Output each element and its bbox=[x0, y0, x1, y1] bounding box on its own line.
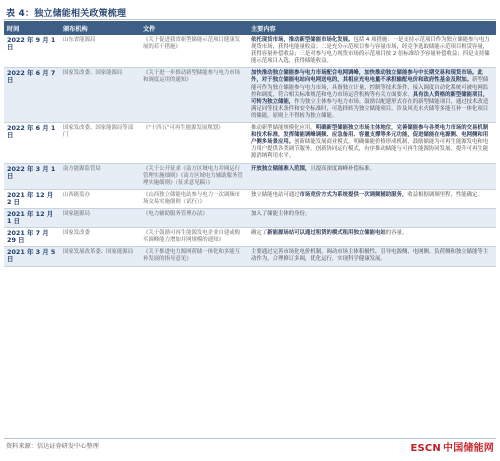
content-highlight: 开放独立储能准入范围， bbox=[251, 165, 311, 172]
cell-content bbox=[248, 123, 496, 163]
cell-document: 《关于鼓励可再生能源发电企业自建或购买调峰能力增加并网规模的通知》 bbox=[140, 228, 248, 247]
cell-document: 《关于进一步推动新型储能参与电力市场和调度运用的通知》 bbox=[140, 68, 248, 123]
cell-content bbox=[248, 247, 496, 266]
cell-date: 2022 年 3 月 1 日 bbox=[4, 163, 60, 189]
cell-content bbox=[248, 208, 496, 227]
cell-date: 2022 年 9 月 1 日 bbox=[4, 35, 60, 68]
cell-org: 国家发展改革委、国家能源局 bbox=[60, 247, 140, 266]
title-divider bbox=[4, 19, 496, 20]
cell-content bbox=[248, 68, 496, 123]
table-row bbox=[4, 247, 496, 266]
cell-date: 2022 年 6 月 7 日 bbox=[4, 68, 60, 123]
content-text: 作为独立主体参与电力市场。鼓励以配建形式存在的新型储能项目，通过技术改造满足同等技术条件和安全标准时，可选择转为独立储能项目。涉及风光水火储等多能互补一体化项目的储能，原则上不得转为独立储能。 bbox=[251, 98, 489, 119]
table-row bbox=[4, 123, 496, 163]
cell-org: 国家发改委、国家能源局 bbox=[60, 68, 140, 123]
cell-org: 南方能源监管局 bbox=[60, 163, 140, 189]
cell-org: 国家发改委、国家能源局等部门 bbox=[60, 123, 140, 163]
content-text: 的容量。 bbox=[385, 230, 408, 237]
cell-org: 山西能监办 bbox=[60, 189, 140, 208]
cell-content bbox=[248, 189, 496, 208]
cell-content bbox=[248, 35, 496, 68]
cell-document: 《山西独立储能电站参与电力一次调频市场交易实施细则（试行）》 bbox=[140, 189, 248, 208]
cell-date: 2022 年 6 月 1 日 bbox=[4, 123, 60, 163]
table-row bbox=[4, 228, 496, 247]
content-text: 且提高深度调峰补偿标准。 bbox=[310, 165, 376, 172]
content-text: 加入了储能主体的身份。 bbox=[251, 210, 311, 217]
table-row bbox=[4, 68, 496, 123]
cell-document: 《关于促进我省新型储能示范项目健康发展的若干措施》 bbox=[140, 35, 248, 68]
header-date: 时间 bbox=[4, 21, 60, 35]
cell-content bbox=[248, 228, 496, 247]
table-row bbox=[4, 208, 496, 227]
header-org: 颁布机构 bbox=[60, 21, 140, 35]
content-text: 主要通过完善市场化电价机制，调动市场主体积极性，引导电源侧、电网侧、负荷侧和独立储能等主动作为，合理修订多调，优化运行，实现科学健康发展。 bbox=[251, 249, 489, 263]
cell-org: 国家能源局 bbox=[60, 208, 140, 227]
logo-cn: 中国储能网 bbox=[443, 443, 494, 454]
cell-document: 《"十四五"可再生能源发展规划》 bbox=[140, 123, 248, 163]
table-header-row bbox=[4, 21, 496, 35]
cell-org: 山东省能源局 bbox=[60, 35, 140, 68]
cell-content bbox=[248, 163, 496, 189]
content-text: 推动新型储能规模化应用。 bbox=[251, 125, 316, 132]
policy-table bbox=[4, 21, 496, 267]
cell-date: 2021 年 12 月 1 日 bbox=[4, 208, 60, 227]
content-text: 创新储能发展商业模式，明确储能价格形成机制，鼓励储能为可再生能源发电和电力用户提供各类调节服务。创新协同运行模式，有序推动储能与可再生能源协同发展，提升可再生能源消纳利用水平。 bbox=[251, 139, 489, 160]
content-highlight: 具有法人资格的新型储能项目，可转为独立储能， bbox=[251, 91, 489, 105]
cell-date: 2021 年 7 月 29 日 bbox=[4, 228, 60, 247]
content-text: 新型储能可作为独立储能参与电力市场，具备独立计量、控制等技术条件，接入调度自动化系统可被电网监控和调度，符合相关标准规范和电力市场运营机构等有关方面要求， bbox=[251, 77, 489, 98]
content-text: 确定了 bbox=[251, 230, 268, 237]
cell-document: 《电力辅助服务管理办法》 bbox=[140, 208, 248, 227]
table-row bbox=[4, 163, 496, 189]
content-highlight: 此外，对于独立储能电站向电网送电的，其相应充电电量不承担输配电价和政府性基金及附加。 bbox=[251, 70, 483, 84]
cell-date: 2021 年 3 月 5 日 bbox=[4, 247, 60, 266]
content-highlight: 市场竞价方式为系统提供一次调频辅助服务， bbox=[299, 191, 408, 198]
content-highlight: 明确新型储能独立市场主体地位，完善储能参与各类电力市场的交易机制和技术标准，发挥储能调峰调频、应急备用、容量支撑等多元功能，促进储能在电源侧、电网侧和用户侧多场景应用。 bbox=[251, 125, 489, 146]
header-content: 主要内容 bbox=[248, 21, 496, 35]
cell-date: 2021 年 12 月 2 日 bbox=[4, 189, 60, 208]
logo-escn: ESCN bbox=[410, 443, 441, 454]
content-highlight: 新能源场站可以通过租赁的模式租用独立储能电站 bbox=[267, 230, 386, 237]
content-highlight: 加快推动独立储能参与电力市场配合电网调峰，加快推动独立储能参与中长期交易和现货市场。 bbox=[251, 70, 478, 77]
content-text: 收益根据调频里程、性能确定。 bbox=[407, 191, 483, 198]
content-text: 独立储能电站可通过 bbox=[251, 191, 300, 198]
cell-document: 《关于公开征求《南方区域电力并网运行管理实施细则》《南方区域电力辅助服务管理实施细则》（征求意见稿）》 bbox=[140, 163, 248, 189]
content-text: 包括 4 项措施：一是支持示范项目作为独立储能参与电力现货市场，获得电能量收益；二是充分示范项目参与容量市场，经竞争选取储能示范项目租赁容量，获得容量补偿收益；三是对参与电力现货市场的示范项目按 2 倍标准给予容量补偿收益；四是支持储能示范项目入选，获得储能收益。 bbox=[251, 37, 490, 65]
escn-logo bbox=[410, 439, 494, 454]
cell-org: 国家发改委 bbox=[60, 228, 140, 247]
table-row bbox=[4, 189, 496, 208]
table-row bbox=[4, 35, 496, 68]
source-note: 资料来源：信达证券研发中心整理 bbox=[6, 443, 99, 450]
content-highlight: 依托现货市场，推动新型储能市场化发展。 bbox=[251, 37, 354, 43]
cell-document: 《关于推进电力源网荷储一体化和多能互补发展的指导意见》 bbox=[140, 247, 248, 266]
table-title: 表 4：独立储能相关政策梳理 bbox=[6, 9, 127, 19]
header-doc: 文件 bbox=[140, 21, 248, 35]
